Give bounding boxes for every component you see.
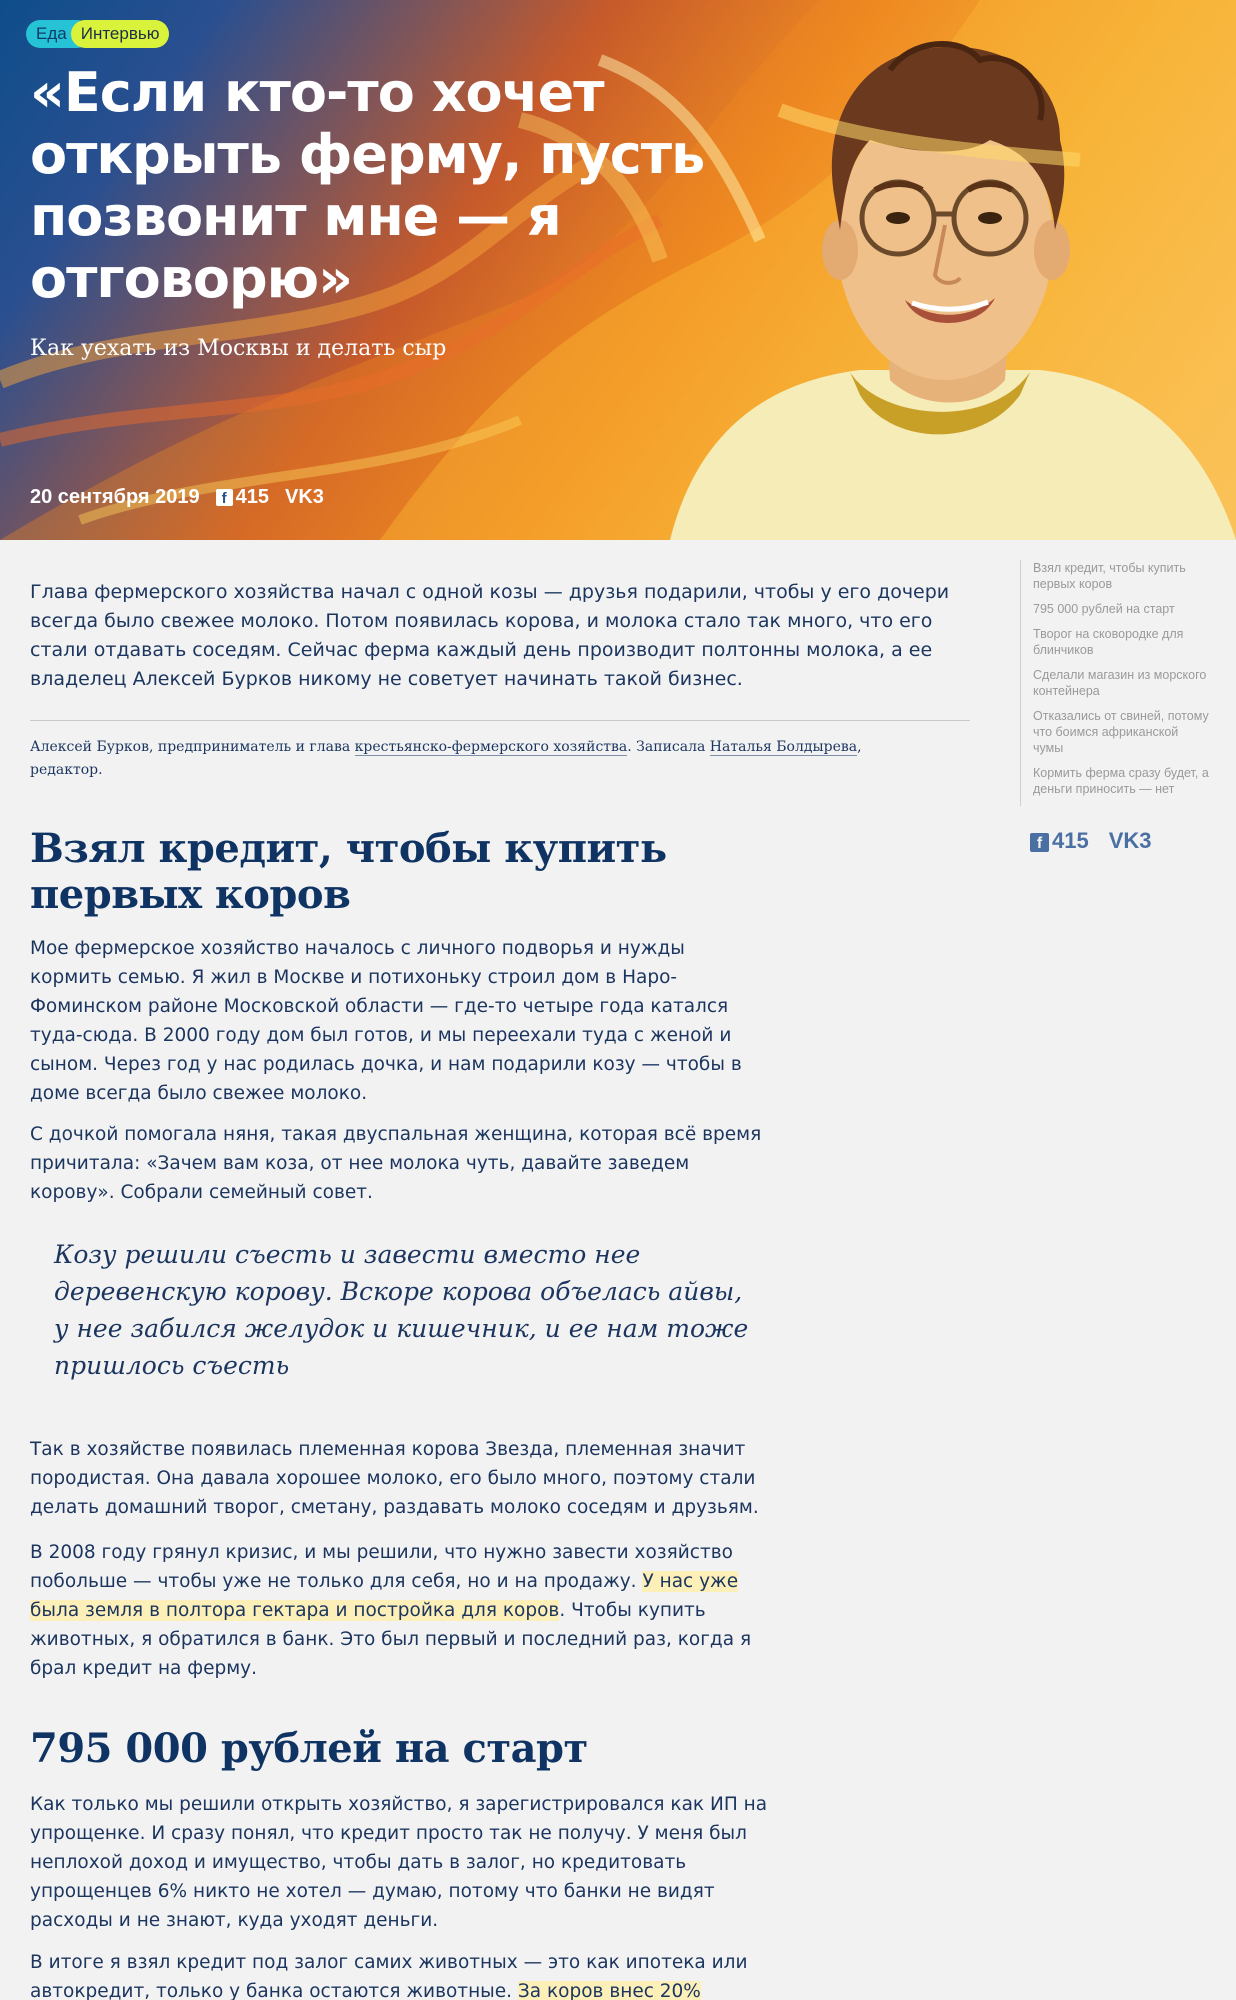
facebook-share-button[interactable] <box>216 486 269 509</box>
tag-food[interactable]: Еда <box>26 20 91 48</box>
article-credits <box>30 736 930 782</box>
text: В 2008 году грянул кризис, и мы решили, что нужно завести хозяйство побольше — чтобы уже не только для себя, но и на продажу. <box>30 1542 733 1592</box>
toc-item[interactable]: Сделали магазин из морского контейнера <box>1033 668 1207 698</box>
toc-item[interactable]: Творог на сковородке для блинчиков <box>1033 627 1184 657</box>
section-heading: 795 000 рублей на старт <box>30 1725 588 1772</box>
article-lead: Глава фермерского хозяйства начал с одной козы — друзья подарили, чтобы у его дочери всегда было свежее молоко. Потом появилась корова, и молока стало так много, что его стали отдавать соседям. Сейчас ферма каждый день производит полтонны молока, а ее владелец Алексей Бурков никому не советует начинать такой бизнес. <box>30 581 950 690</box>
editor-link[interactable]: Наталья Болдырева <box>709 739 858 755</box>
page-subtitle: Как уехать из Москвы и делать сыр <box>30 336 447 361</box>
author-link[interactable]: крестьянско-фермерского хозяйства <box>354 739 628 755</box>
credits-author: Алексей Бурков, предприниматель и глава <box>30 739 355 755</box>
highlighted-text: У нас уже была земля в полтора гектара и постройка для коров <box>30 1571 739 1621</box>
paragraph: Как только мы решили открыть хозяйство, я зарегистрировался как ИП на упрощенке. И сразу понял, что кредит просто так не получу. У меня был неплохой доход и имущество, чтобы дать в залог, но кредитовать упрощенцев 6% никто не хотел — думаю, потому что банки не видят расходы и не знают, куда уходят деньги. <box>30 1794 768 1931</box>
section-heading: Взял кредит, чтобы купить первых коров <box>30 825 667 918</box>
facebook-count: 415 <box>235 486 269 508</box>
divider <box>30 720 970 721</box>
page-title: «Если кто-то хочет открыть ферму, пусть позвонит мне — я отговорю» <box>30 61 705 310</box>
vk-share-button[interactable] <box>285 486 324 509</box>
paragraph: С дочкой помогала няня, такая двуспальная женщина, которая всё время причитала: «Зачем вам коза, от нее молока чуть, давайте заведем корову». Собрали семейный совет. <box>30 1124 762 1203</box>
facebook-icon: f <box>216 489 233 506</box>
paragraph <box>30 1948 770 2000</box>
paragraph: Так в хозяйстве появилась племенная корова Звезда, племенная значит породистая. Она давала хорошее молоко, его было много, поэтому стали делать домашний творог, сметану, раздавать молоко соседям и друзьям. <box>30 1439 759 1518</box>
facebook-count: 415 <box>1052 828 1089 853</box>
vk-icon: VK <box>285 486 313 508</box>
vk-count: 3 <box>1139 828 1152 853</box>
paragraph: Мое фермерское хозяйство началось с личного подворья и нужды кормить семью. Я жил в Москве и потихоньку строил дом в Наро-Фоминском районе Московской области — где-то четыре года катался туда-сюда. В 2000 году дом был готов, и мы переехали туда с женой и сыном. Через год у нас родилась дочка, и нам подарили козу — чтобы в доме всегда было свежее молоко. <box>30 938 742 1104</box>
toc-item[interactable]: 795 000 рублей на старт <box>1033 602 1175 616</box>
hero-tags <box>26 20 169 48</box>
sidebar-share <box>1030 828 1152 854</box>
facebook-icon: f <box>1030 833 1049 852</box>
pull-quote: Козу решили съесть и завести вместо нее деревенскую корову. Вскоре корова объелась айвы, у нее забился желудок и кишечник, и ее нам тоже пришлось съесть <box>54 1240 749 1380</box>
hero-meta <box>30 486 324 509</box>
vk-share-button[interactable] <box>1109 828 1152 854</box>
toc-item[interactable]: Взял кредит, чтобы купить первых коров <box>1033 561 1186 591</box>
hero-banner <box>0 0 1236 540</box>
paragraph <box>30 1538 770 1683</box>
vk-count: 3 <box>312 486 324 508</box>
credits-tail: , редактор. <box>30 739 862 778</box>
toc-item[interactable]: Кормить ферма сразу будет, а деньги приносить — нет <box>1033 766 1209 796</box>
facebook-share-button[interactable] <box>1030 828 1089 854</box>
publish-date: 20 сентября 2019 <box>30 486 200 508</box>
tag-interview[interactable]: Интервью <box>71 20 170 48</box>
highlighted-text: За коров внес 20% <box>517 1981 701 2000</box>
text: В итоге я взял кредит под залог самих животных — это как ипотека или автокредит, только у банка остаются животные. <box>30 1952 748 2000</box>
text: . Чтобы купить животных, я обратился в банк. Это был первый и последний раз, когда я брал кредит на ферму. <box>30 1600 752 1679</box>
toc-item[interactable]: Отказались от свиней, потому что боимся африканской чумы <box>1033 709 1209 755</box>
vk-icon: VK <box>1108 828 1140 853</box>
credits-middle: . Записала <box>627 739 710 755</box>
table-of-contents <box>1020 560 1210 806</box>
